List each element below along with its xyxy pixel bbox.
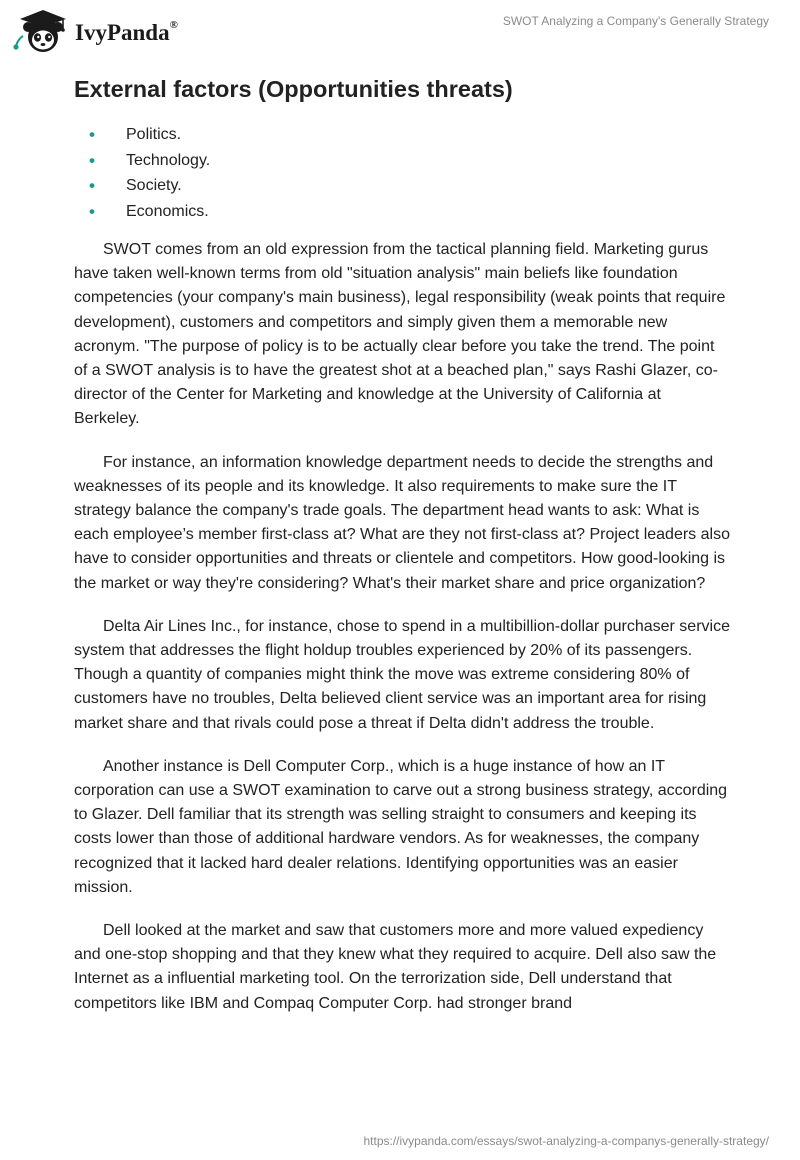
list-item-text: Politics. <box>126 126 182 143</box>
panda-graduate-icon <box>13 6 73 54</box>
essay-body <box>74 238 730 1035</box>
list-item-text: Society. <box>126 177 182 194</box>
list-item-text: Economics. <box>126 202 209 220</box>
registered-mark: ® <box>169 19 178 32</box>
ivypanda-logo[interactable] <box>13 6 193 54</box>
running-title: SWOT Analyzing a Company's Generally Strategy <box>502 14 769 28</box>
paragraph: SWOT comes from an old expression from the tactical planning field. Marketing gurus have taken well-known terms from old "situation analysis" main beliefs like foundation competencies (your company's main business), legal responsibility (weak points that require development), customers and competitors and simply given them a memorable new acronym. "The purpose of policy is to be actually clear before you take the trend. The point of a SWOT analysis is to have the greatest shot at a beached plan," says Rashi Glazer, co-director of the Center for Marketing and knowledge at the University of California at Berkeley. <box>74 241 726 428</box>
bullet-dot-icon: • <box>89 176 95 195</box>
list-item <box>74 199 210 225</box>
source-url[interactable]: https://ivypanda.com/essays/swot-analyzing-a-companys-generally-strategy/ <box>363 1134 769 1148</box>
page-header <box>0 0 800 60</box>
paragraph: Delta Air Lines Inc., for instance, chose to spend in a multibillion-dollar purchaser service system that addresses the flight holdup troubles experienced by 20% of its passengers. Though a quantity of companies might think the move was extreme considering 80% of customers have no troubles, Delta believed client service was an important area for rising market share and that rivals could pose a threat if Delta didn't address the trouble. <box>74 617 730 732</box>
paragraph: For instance, an information knowledge department needs to decide the strengths and weaknesses of its people and its knowledge. It also requirements to make sure the IT strategy balance the company's trade goals. The department head wants to ask: What is each employee’s member first-class at? What are they not first-class at? Project leaders also have to consider opportunities and threats or clientele and competitors. How good-looking is the market or way they're considering? What's their market share and price organization? <box>74 453 730 592</box>
list-item <box>74 173 210 199</box>
factor-list <box>74 122 210 224</box>
paragraph: Another instance is Dell Computer Corp., which is a huge instance of how an IT corporation can use a SWOT examination to carve out a strong business strategy, according to Glazer. Dell familiar that its strength was selling straight to consumers and keeping its costs lower than those of additional hardware vendors. As for weaknesses, the company recognized that it lacked hard dealer relations. Identifying opportunities was an easier mission. <box>74 757 728 896</box>
bullet-dot-icon: • <box>89 150 95 170</box>
list-item <box>74 122 210 148</box>
logo-wordmark: IvyPanda® <box>75 19 178 45</box>
list-item <box>74 148 210 174</box>
list-item-text: Technology. <box>126 151 211 169</box>
bullet-dot-icon: • <box>89 125 95 144</box>
section-heading: External factors (Opportunities threats) <box>74 76 513 102</box>
paragraph: Dell looked at the market and saw that customers more and more valued expediency and one-stop shopping and that they knew what they required to acquire. Dell also saw the Internet as a influential marketing tool. On the terrorization side, Dell understand that competitors like IBM and Compaq Computer Corp. had stronger brand <box>74 922 717 1012</box>
bullet-dot-icon: • <box>89 201 95 221</box>
